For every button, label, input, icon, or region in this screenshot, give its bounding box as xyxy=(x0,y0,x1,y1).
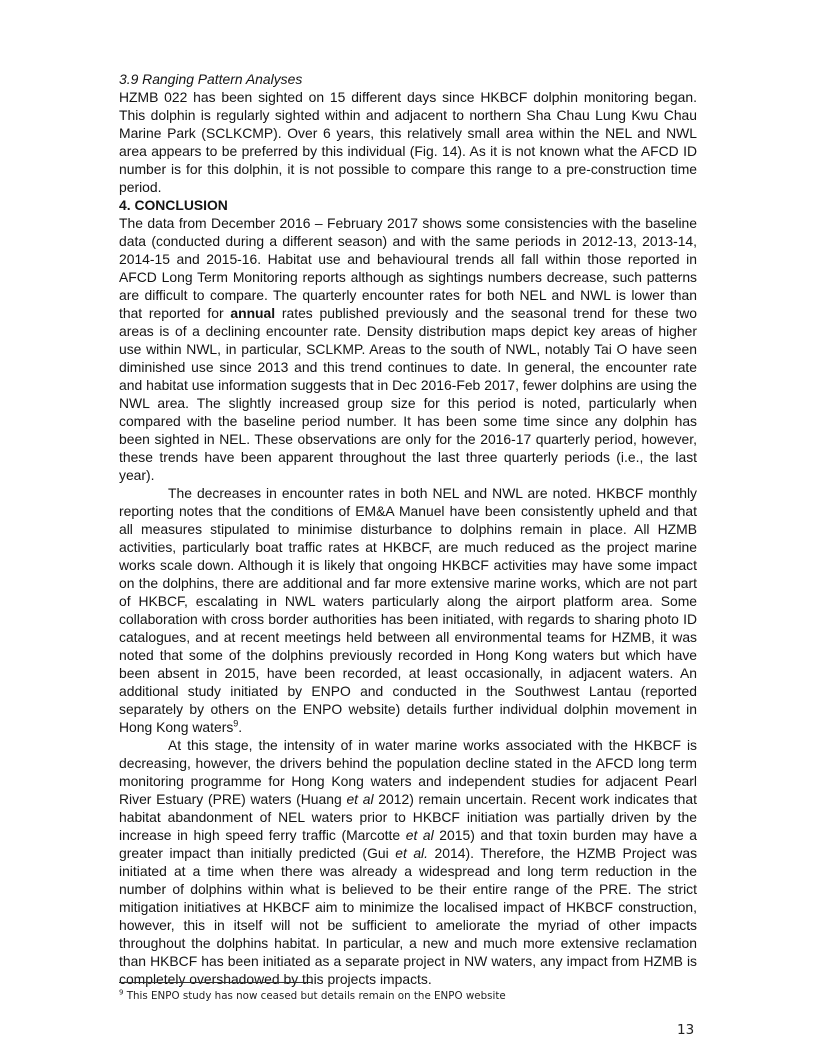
footnote xyxy=(119,990,506,1002)
p1-bold-annual: annual xyxy=(230,305,276,321)
page-number: 13 xyxy=(677,1022,695,1038)
p3-italic-1: et al xyxy=(346,791,374,807)
p1-text-a: The data from December 2016 – February 2017 shows some consistencies with the baseline data (conducted during a different season) and with the same periods in 2012-13, 2013-14, 2014-15 and 2015-16. Habitat use and behavioural trends all fall within those reported in AFCD Long Term Monitoring reports although as sightings numbers decrease, such patterns are difficult to compare. The quarterly encounter rates for both NEL and NWL is lower than that reported for xyxy=(119,215,697,321)
conclusion-paragraph-3 xyxy=(119,736,697,988)
page-content xyxy=(119,70,697,988)
conclusion-heading: 4. CONCLUSION xyxy=(119,197,228,213)
conclusion-paragraph-2 xyxy=(119,484,697,736)
section-title-ranging: 3.9 Ranging Pattern Analyses xyxy=(119,71,303,87)
p1-text-b: rates published previously and the seasonal trend for these two areas is of a declining encounter rate. Density distribution maps depict key areas of higher use within NWL, in particular, SCLKMP. Areas to the south of NWL, notably Tai O have seen diminished use since 2013 and this trend continues to date. In general, the encounter rate and habitat use information suggests that in Dec 2016-Feb 2017, fewer dolphins are using the NWL area. The slightly increased group size for this period is noted, particularly when compared with the baseline period number. It has been some time since any dolphin has been sighted in NEL. These observations are only for the 2016-17 quarterly period, however, these trends have been apparent throughout the last three quarterly periods (i.e., the last year). xyxy=(119,305,697,483)
p3-text-a: At this stage, the intensity of in water marine works associated with the HKBCF is decreasing, however, the drivers behind the population decline stated in the AFCD long term monitoring programme for Hong Kong waters and independent studies for adjacent Pearl River Estuary (PRE) waters (Huang xyxy=(119,737,697,807)
footnote-reference: 9 xyxy=(233,718,239,729)
ranging-paragraph: HZMB 022 has been sighted on 15 different days since HKBCF dolphin monitoring began. This dolphin is regularly sighted within and adjacent to northern Sha Chau Lung Kwu Chau Marine Park (SCLKCMP). Over 6 years, this relatively small area within the NEL and NWL area appears to be preferred by this individual (Fig. 14). As it is not known what the AFCD ID number is for this dolphin, it is not possible to compare this range to a pre-construction time period. xyxy=(119,89,697,195)
conclusion-paragraph-1 xyxy=(119,214,697,484)
footnote-text: This ENPO study has now ceased but details remain on the ENPO website xyxy=(123,990,506,1002)
p3-text-d: 2014). Therefore, the HZMB Project was initiated at a time when there was already a widespread and long term reduction in the number of dolphins within what is believed to be their entire range of the PRE. The strict mitigation initiatives at HKBCF aim to minimize the localised impact of HKBCF construction, however, this in itself will not be sufficient to ameliorate the myriad of other impacts throughout the dolphins habitat. In particular, a new and much more extensive reclamation than HKBCF has been initiated as a separate project in NW waters, any impact from HZMB is completely overshadowed by this projects impacts. xyxy=(119,845,698,987)
p3-italic-2: et al xyxy=(405,827,434,843)
p2-text-a: The decreases in encounter rates in both NEL and NWL are noted. HKBCF monthly reporting notes that the conditions of EM&A Manuel have been consistently upheld and that all measures stipulated to minimise disturbance to dolphins remain in place. All HZMB activities, particularly boat traffic rates at HKBCF, are much reduced as the project marine works scale down. Although it is likely that ongoing HKBCF activities may have some impact on the dolphins, there are additional and far more extensive marine works, which are not part of HKBCF, escalating in NWL waters particularly along the airport platform area. Some collaboration with cross border authorities has been initiated, with regards to sharing photo ID catalogues, and at recent meetings held between all environmental teams for HZMB, it was noted that some of the dolphins previously recorded in Hong Kong waters but which have been absent in 2015, have been recorded, at least occasionally, in adjacent waters. An additional study initiated by ENPO and conducted in the Southwest Lantau (reported separately by others on the ENPO website) details further individual dolphin movement in Hong Kong waters xyxy=(119,485,697,735)
p3-italic-3: et al. xyxy=(395,845,429,861)
p3-text-b: 2012) remain uncertain. Recent work indicates that habitat abandonment of NEL waters prior to HKBCF initiation was partially driven by the increase in high speed ferry traffic (Marcotte xyxy=(119,791,697,843)
footnote-mark: 9 xyxy=(119,988,124,997)
footnote-divider xyxy=(119,982,312,983)
p3-text-c: 2015) and that toxin burden may have a greater impact than initially predicted (Gui xyxy=(119,827,697,861)
p2-text-b: . xyxy=(238,719,243,735)
